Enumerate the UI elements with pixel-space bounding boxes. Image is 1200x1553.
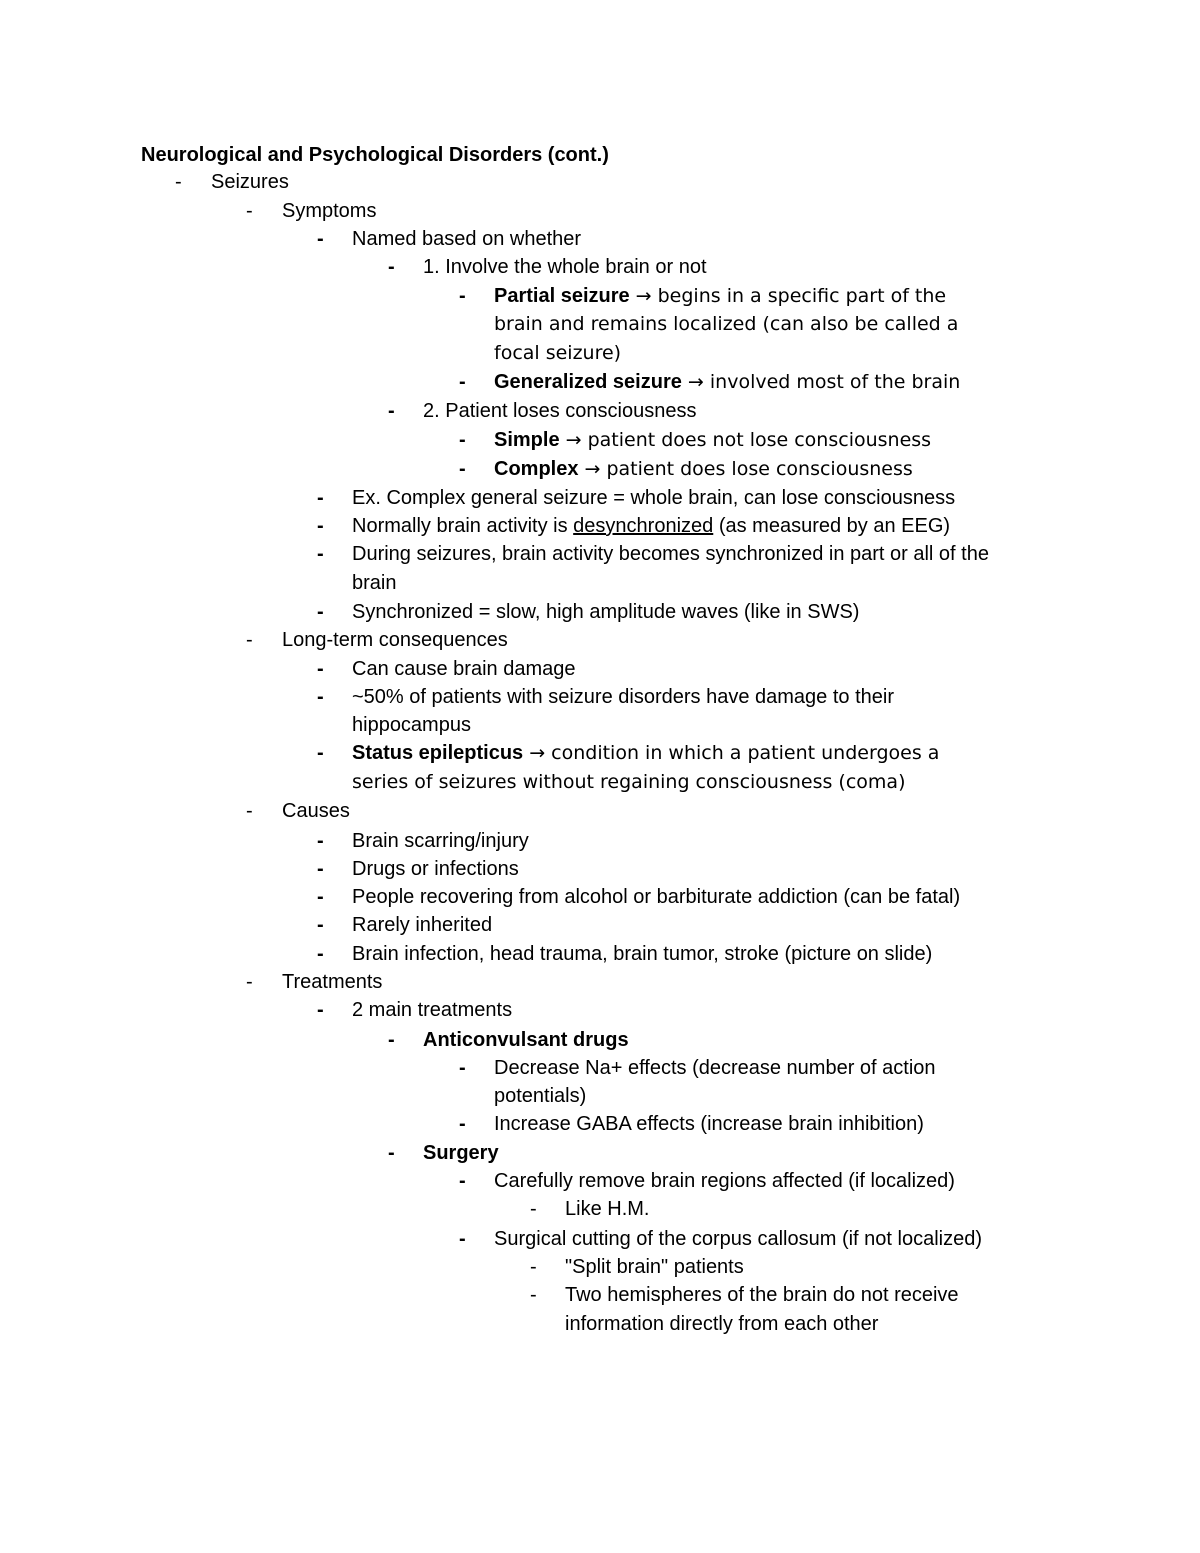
bullet-dash: -	[317, 742, 324, 764]
bullet-dash: -	[388, 256, 395, 278]
outline-item-seizures: Seizures	[211, 171, 289, 193]
outline-item-treatments: Treatments	[282, 971, 383, 993]
term-generalized-seizure: Generalized seizure	[494, 371, 682, 393]
outline-item-generalized-seizure	[494, 368, 960, 397]
bullet-dash: -	[459, 285, 466, 307]
bullet-dash: -	[530, 1256, 537, 1278]
outline-item-increase-gaba: Increase GABA effects (increase brain inhibition)	[494, 1113, 924, 1135]
bullet-dash: -	[317, 601, 324, 623]
bullet-dash: -	[388, 1142, 395, 1164]
outline-item-decrease-na: Decrease Na+ effects (decrease number of action	[494, 1057, 936, 1079]
outline-item-split-brain: "Split brain" patients	[565, 1256, 744, 1278]
outline-item-status-epilepticus	[352, 739, 939, 768]
text-normally-pre: Normally brain activity is	[352, 515, 574, 537]
outline-item-loses-consciousness: 2. Patient loses consciousness	[423, 400, 697, 422]
outline-item-brain-damage: Can cause brain damage	[352, 658, 576, 680]
outline-item-like-hm: Like H.M.	[565, 1198, 650, 1220]
outline-item-continuation: brain	[352, 572, 397, 594]
bullet-dash: -	[175, 171, 182, 193]
arrow: →	[629, 285, 658, 307]
arrow: →	[681, 371, 710, 393]
bullet-dash: -	[459, 1057, 466, 1079]
bullet-dash: -	[530, 1198, 537, 1220]
outline-item-synchronized: Synchronized = slow, high amplitude waves (like in SWS)	[352, 601, 860, 623]
bullet-dash: -	[459, 1113, 466, 1135]
outline-item-anticonvulsant: Anticonvulsant drugs	[423, 1029, 629, 1051]
bullet-dash: -	[530, 1284, 537, 1306]
outline-item-corpus-callosum: Surgical cutting of the corpus callosum (if not localized)	[494, 1228, 983, 1250]
bullet-dash: -	[246, 200, 253, 222]
definition-simple: patient does not lose consciousness	[587, 429, 932, 451]
bullet-dash: -	[459, 1228, 466, 1250]
bullet-dash: -	[317, 658, 324, 680]
definition-complex: patient does lose consciousness	[606, 458, 913, 480]
arrow: →	[578, 458, 607, 480]
definition-status-epilepticus: condition in which a patient undergoes a	[551, 742, 940, 764]
outline-item-two-hemispheres: Two hemispheres of the brain do not receive	[565, 1284, 959, 1306]
term-partial-seizure: Partial seizure	[494, 285, 630, 307]
bullet-dash: -	[246, 971, 253, 993]
outline-item-partial-seizure	[494, 282, 946, 311]
outline-item-causes: Causes	[282, 800, 350, 822]
definition-partial-seizure: begins in a specific part of the	[657, 285, 947, 307]
outline-item-remove-regions: Carefully remove brain regions affected (if localized)	[494, 1170, 955, 1192]
outline-item-named-based: Named based on whether	[352, 228, 582, 250]
bullet-dash: -	[317, 830, 324, 852]
outline-item-continuation: potentials)	[494, 1085, 587, 1107]
bullet-dash: -	[459, 458, 466, 480]
bullet-dash: -	[317, 999, 324, 1021]
term-simple: Simple	[494, 429, 560, 451]
outline-item-continuation: information directly from each other	[565, 1313, 879, 1335]
list-item: Rarely inherited	[352, 914, 493, 936]
bullet-dash: -	[246, 629, 253, 651]
outline-item-long-term: Long-term consequences	[282, 629, 508, 651]
definition-generalized-seizure: involved most of the brain	[709, 371, 961, 393]
term-complex: Complex	[494, 458, 579, 480]
bullet-dash: -	[459, 429, 466, 451]
underlined-desynchronized: desynchronized	[573, 515, 714, 537]
outline-item-surgery: Surgery	[423, 1142, 499, 1164]
bullet-dash: -	[459, 1170, 466, 1192]
bullet-dash: -	[317, 543, 324, 565]
list-item: Drugs or infections	[352, 858, 519, 880]
outline-item-continuation: brain and remains localized (can also be called a	[494, 313, 959, 335]
list-item: Brain infection, head trauma, brain tumor, stroke (picture on slide)	[352, 943, 933, 965]
bullet-dash: -	[317, 487, 324, 509]
outline-item-during-seizures: During seizures, brain activity becomes synchronized in part or all of the	[352, 543, 989, 565]
outline-item-symptoms: Symptoms	[282, 200, 377, 222]
outline-item-continuation: focal seizure)	[494, 342, 622, 364]
text-normally-post: (as measured by an EEG)	[713, 515, 951, 537]
outline-item-normally	[352, 512, 950, 541]
outline-item-two-main: 2 main treatments	[352, 999, 513, 1021]
term-status-epilepticus: Status epilepticus	[352, 742, 524, 764]
outline-item-continuation: hippocampus	[352, 714, 471, 736]
bullet-dash: -	[388, 1029, 395, 1051]
outline-item-complex	[494, 455, 913, 484]
bullet-dash: -	[317, 228, 324, 250]
outline-item-involve-whole-brain: 1. Involve the whole brain or not	[423, 256, 707, 278]
outline-item-fifty-percent: ~50% of patients with seizure disorders have damage to their	[352, 686, 894, 708]
arrow: →	[523, 742, 552, 764]
list-item: Brain scarring/injury	[352, 830, 529, 852]
bullet-dash: -	[459, 371, 466, 393]
outline-item-simple	[494, 426, 931, 455]
bullet-dash: -	[317, 686, 324, 708]
bullet-dash: -	[317, 914, 324, 936]
bullet-dash: -	[388, 400, 395, 422]
bullet-dash: -	[317, 858, 324, 880]
page-title: Neurological and Psychological Disorders (cont.)	[141, 144, 609, 166]
outline-item-ex-complex: Ex. Complex general seizure = whole brain, can lose consciousness	[352, 487, 956, 509]
list-item: People recovering from alcohol or barbiturate addiction (can be fatal)	[352, 886, 961, 908]
arrow: →	[559, 429, 588, 451]
bullet-dash: -	[317, 943, 324, 965]
bullet-dash: -	[317, 515, 324, 537]
outline-item-continuation: series of seizures without regaining consciousness (coma)	[352, 771, 906, 793]
bullet-dash: -	[246, 800, 253, 822]
bullet-dash: -	[317, 886, 324, 908]
